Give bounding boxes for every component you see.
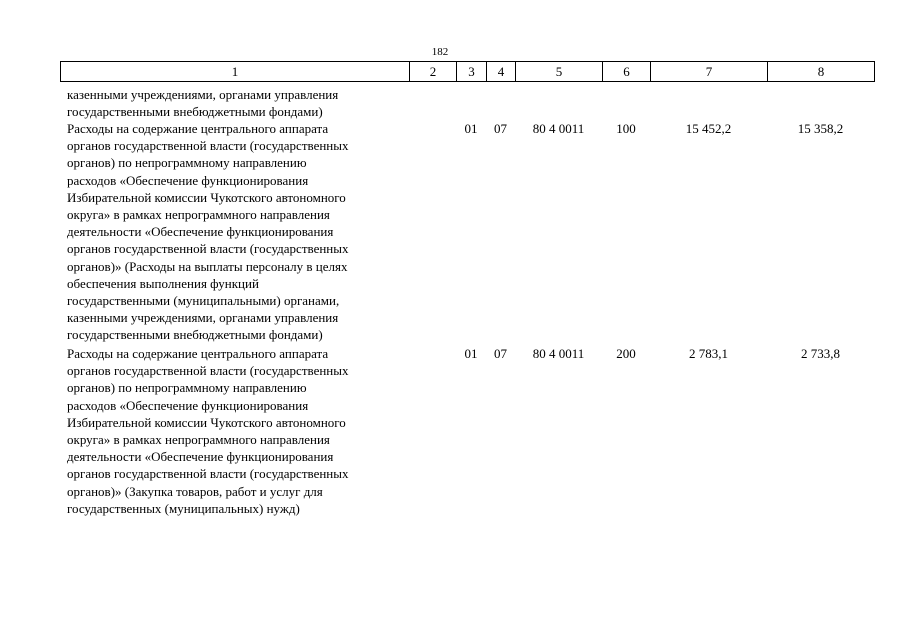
row-description: казенными учреждениями, органами управления государственными внебюджетными фондами) <box>67 87 339 120</box>
target-article-code: 80 4 0011 <box>532 121 585 136</box>
expense-type-code: 200 <box>616 346 636 361</box>
column-header-2: 2 <box>410 62 457 82</box>
column-header-row <box>61 62 875 82</box>
column-header-7: 7 <box>651 62 768 82</box>
column-header-5: 5 <box>516 62 603 82</box>
amount-col-8: 2 733,8 <box>801 346 840 361</box>
subsection-code: 07 <box>494 121 507 136</box>
section-code: 01 <box>464 121 478 136</box>
row-description: Расходы на содержание центрального аппарата органов государственной власти (государственных органов) по непрограммному направлению расходов «Обеспечение функционирования Избирательной комиссии Чукотского автономного округа» в рамках непрограммного направления деятельности «Обеспечение функционирования органов государственной власти (государственных органов)» (Закупка товаров, работ и услуг для государственных (муниципальных) нужд) <box>67 346 349 516</box>
column-header-4: 4 <box>487 62 516 82</box>
target-article-code: 80 4 0011 <box>532 346 585 361</box>
column-header-6: 6 <box>603 62 651 82</box>
table-row <box>60 120 874 343</box>
table-row <box>60 345 874 516</box>
column-header-1: 1 <box>61 62 410 82</box>
page-number: 182 <box>431 46 449 58</box>
section-code: 01 <box>464 346 478 361</box>
column-header-table <box>60 61 875 82</box>
subsection-code: 07 <box>494 346 507 361</box>
expense-type-code: 100 <box>616 121 636 136</box>
column-header-8: 8 <box>768 62 875 82</box>
amount-col-8: 15 358,2 <box>797 121 844 136</box>
column-header-3: 3 <box>457 62 487 82</box>
amount-col-7: 15 452,2 <box>685 121 732 136</box>
amount-col-7: 2 783,1 <box>689 346 728 361</box>
row-description: Расходы на содержание центрального аппарата органов государственной власти (государственных органов) по непрограммному направлению расходов «Обеспечение функционирования Избирательной комиссии Чукотского автономного округа» в рамках непрограммного направления деятельности «Обеспечение функционирования органов государственной власти (государственных органов)» (Расходы на выплаты персоналу в целях обеспечения выполнения функций государственными (муниципальными) органами, казенными учреждениями, органами управления государственными внебюджетными фондами) <box>67 121 349 343</box>
table-row <box>60 86 874 120</box>
